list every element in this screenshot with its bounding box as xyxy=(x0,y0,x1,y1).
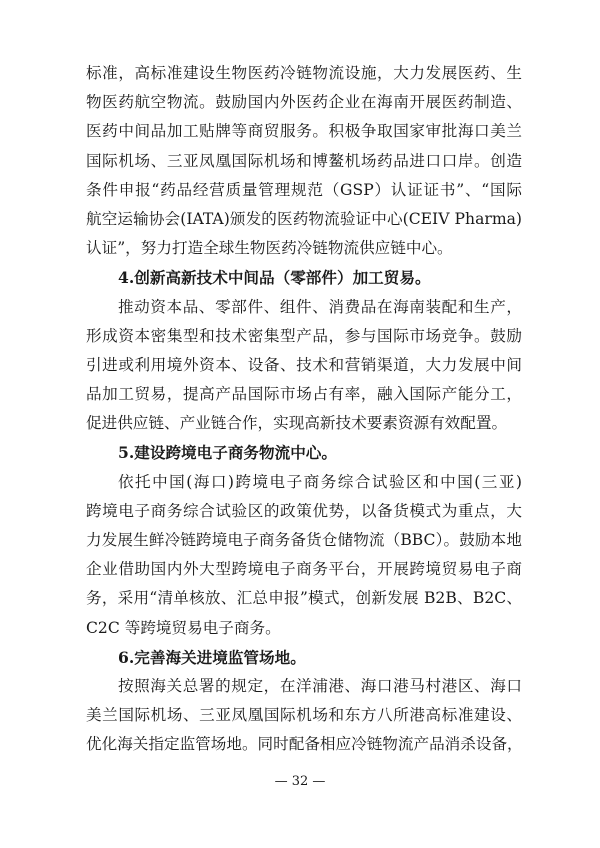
text-line: 美兰国际机场、三亚凤凰国际机场和东方八所港高标准建设、 xyxy=(86,706,522,725)
section-heading xyxy=(86,643,522,672)
paragraph xyxy=(86,468,522,643)
text-line: 引进或利用境外资本、设备、技术和营销渠道，大力发展中间 xyxy=(86,355,522,374)
heading-text: 4.创新高新技术中间品（零部件）加工贸易。 xyxy=(118,268,431,288)
text-line: 医药中间品加工贴牌等商贸服务。积极争取国家审批海口美兰 xyxy=(86,122,522,141)
section-heading xyxy=(86,263,522,292)
heading-text: 5.建设跨境电子商务物流中心。 xyxy=(118,443,337,463)
text-line: 力发展生鲜冷链跨境电子商务备货仓储物流（BBC）。鼓励本地 xyxy=(86,531,522,549)
text-line: 企业借助国内外大型跨境电子商务平台，开展跨境贸易电子商 xyxy=(86,560,522,579)
paragraph xyxy=(86,672,522,760)
text-line: 认证”，努力打造全球生物医药冷链物流供应链中心。 xyxy=(86,239,453,258)
paragraph xyxy=(86,293,522,439)
text-line: 优化海关指定监管场地。同时配备相应冷链物流产品消杀设备， xyxy=(86,735,523,754)
text-line: 按照海关总署的规定，在洋浦港、海口港马村港区、海口 xyxy=(118,676,522,695)
text-line: 品加工贸易，提高产品国际市场占有率，融入国际产能分工， xyxy=(86,385,522,404)
text-line: 推动资本品、零部件、组件、消费品在海南装配和生产， xyxy=(118,297,522,316)
text-line: C2C 等跨境贸易电子商务。 xyxy=(86,618,281,637)
page-number: — 32 — xyxy=(274,774,326,789)
text-line: 形成资本密集型和技术密集型产品，参与国际市场竞争。鼓励 xyxy=(86,326,522,345)
heading-text: 6.完善海关进境监管场地。 xyxy=(118,647,306,667)
text-line: 标准，高标准建设生物医药冷链物流设施，大力发展医药、生 xyxy=(86,64,522,82)
text-line: 物医药航空物流。鼓励国内外医药企业在海南开展医药制造、 xyxy=(86,93,522,112)
text-line: 国际机场、三亚凤凰国际机场和博鳌机场药品进口口岸。创造 xyxy=(86,151,522,170)
text-line: 跨境电子商务综合试验区的政策优势，以备货模式为重点，大 xyxy=(86,501,522,520)
text-line: 航空运输协会(IATA)颁发的医药物流验证中心(CEIV Pharma) xyxy=(86,209,522,228)
text-line: 条件申报“药品经营质量管理规范（GSP）认证证书”、“国际 xyxy=(86,180,522,199)
text-line: 依托中国(海口)跨境电子商务综合试验区和中国(三亚) xyxy=(118,472,522,491)
document-body xyxy=(86,59,522,760)
text-line: 促进供应链、产业链合作，实现高新技术要素资源有效配置。 xyxy=(86,414,508,433)
section-heading xyxy=(86,438,522,467)
paragraph xyxy=(86,59,522,263)
text-line: 务，采用“清单核放、汇总申报”模式，创新发展 B2B、B2C、 xyxy=(86,589,522,608)
